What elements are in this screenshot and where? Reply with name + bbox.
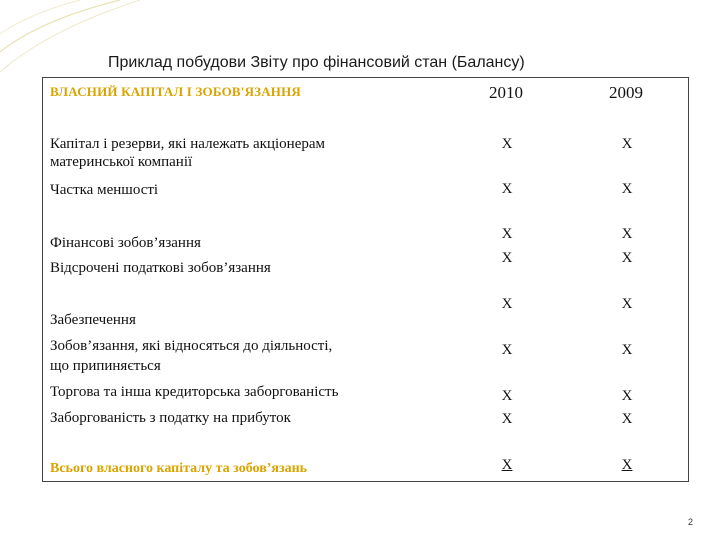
page-number: 2 bbox=[688, 517, 694, 527]
cell-2010: X bbox=[501, 136, 513, 152]
cell-2009: X bbox=[621, 250, 633, 266]
row-label: Частка меншості bbox=[50, 182, 159, 198]
year-2009: 2009 bbox=[609, 83, 643, 102]
cell-2010: X bbox=[501, 250, 513, 266]
slide-title: Приклад побудови Звіту про фінансовий стан (Балансу) bbox=[108, 54, 525, 71]
row-label-cont: материнської компанії bbox=[50, 154, 193, 170]
cell-2010: X bbox=[501, 342, 513, 358]
cell-2009: X bbox=[621, 181, 633, 197]
row-label: Фінансові зобов’язання bbox=[50, 235, 201, 251]
row-label: Капітал і резерви, які належать акціонерам bbox=[50, 136, 325, 152]
total-label: Всього власного капіталу та зобов’язань bbox=[50, 461, 308, 476]
cell-2009: X bbox=[621, 136, 633, 152]
year-2010: 2010 bbox=[489, 83, 523, 102]
cell-2010: X bbox=[501, 296, 513, 312]
cell-2010: X bbox=[501, 181, 513, 197]
row-label-cont: що припиняється bbox=[50, 358, 161, 374]
total-2010: X bbox=[501, 457, 513, 473]
row-label: Торгова та інша кредиторська заборгованість bbox=[50, 384, 339, 400]
table-header: ВЛАСНИЙ КАПІТАЛ І ЗОБОВ'ЯЗАННЯ bbox=[50, 84, 302, 99]
cell-2009: X bbox=[621, 411, 633, 427]
cell-2009: X bbox=[621, 296, 633, 312]
balance-table bbox=[42, 77, 689, 482]
cell-2010: X bbox=[501, 411, 513, 427]
row-label: Зобов’язання, які відносяться до діяльності, bbox=[50, 338, 333, 354]
cell-2010: X bbox=[501, 226, 513, 242]
cell-2009: X bbox=[621, 226, 633, 242]
row-label: Відсрочені податкові зобов’язання bbox=[50, 260, 271, 276]
cell-2010: X bbox=[501, 388, 513, 404]
total-2009: X bbox=[621, 457, 633, 473]
cell-2009: X bbox=[621, 342, 633, 358]
cell-2009: X bbox=[621, 388, 633, 404]
row-label: Заборгованість з податку на прибуток bbox=[50, 410, 291, 426]
row-label: Забезпечення bbox=[50, 312, 136, 328]
